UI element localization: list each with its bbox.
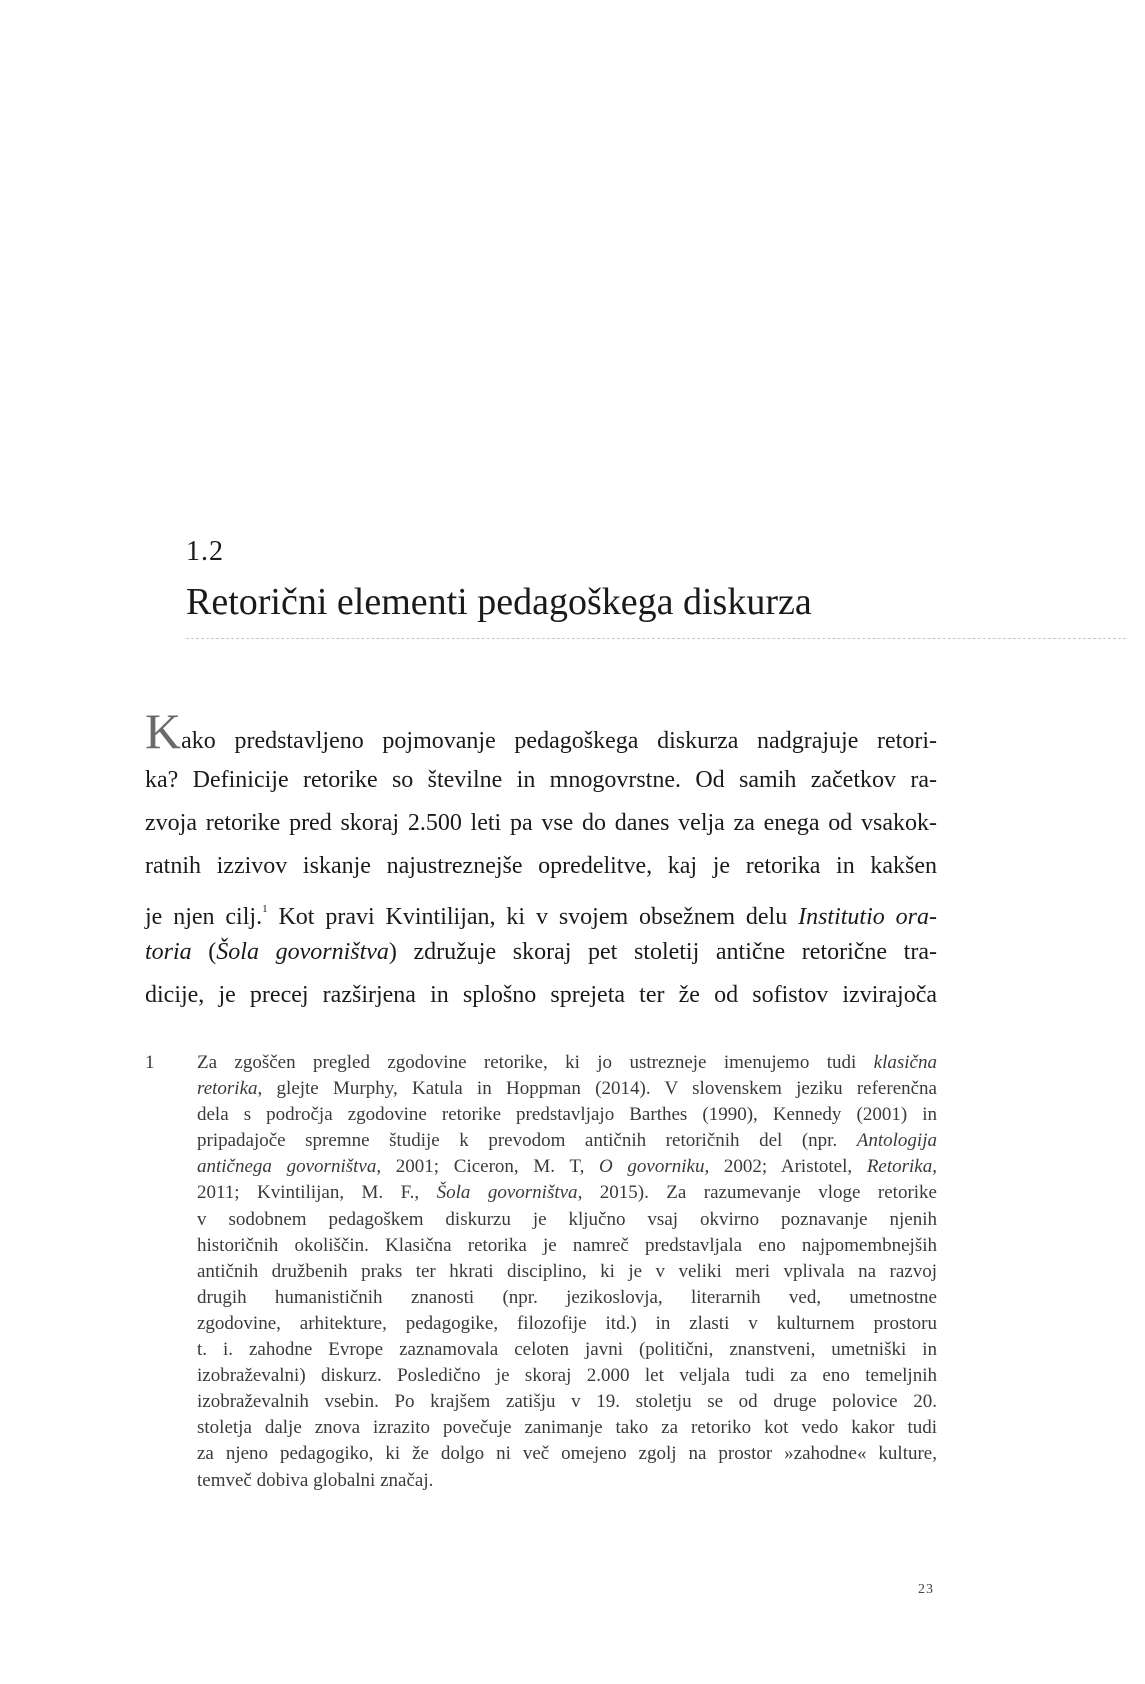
fn-italic: O govorniku, xyxy=(599,1156,710,1178)
body-line-text: Kot pravi Kvintilijan, ki v svojem obsežnem delu xyxy=(267,904,799,930)
fn-text: , glejte Murphy, Katula in Hoppman (2014). V slovenskem jeziku referenčna xyxy=(257,1078,937,1100)
body-line-text: dicije, je precej razširjena in splošno sprejeta ter že od sofistov izvirajoča xyxy=(145,982,937,1008)
fn-text: 2011; Kvintilijan, M. F., xyxy=(197,1182,437,1204)
title-divider xyxy=(186,638,1126,639)
fn-text: , xyxy=(932,1156,937,1178)
footnote-line xyxy=(197,1154,937,1180)
fn-text: , 2001; Ciceron, M. T, xyxy=(376,1156,600,1178)
fn-text: 2002; Aristotel, xyxy=(709,1156,867,1178)
footnote-line xyxy=(197,1050,937,1076)
footnote-line: t. i. zahodne Evrope zaznamovala celoten javni (politični, znanstveni, umetniški in xyxy=(197,1339,937,1361)
fn-italic: retorika xyxy=(197,1078,258,1100)
footnote-line: stoletja dalje znova izrazito povečuje zanimanje tako za retoriko kot vedo kakor tudi xyxy=(197,1417,937,1439)
italic-title: Šola govorništva xyxy=(216,939,389,965)
footnote-line: temveč dobiva globalni značaj. xyxy=(197,1469,434,1491)
footnote-ref[interactable]: 1 xyxy=(262,903,268,915)
body-line xyxy=(145,845,937,888)
fn-italic: Antologija xyxy=(856,1130,937,1152)
footnote-line: za njeno pedagogiko, ki že dolgo ni več omejeno zgolj na prostor »zahodne« kulture, xyxy=(197,1443,937,1465)
footnote-line: zgodovine, arhitekture, pedagogike, filozofije itd.) in zlasti v kulturnem prostoru xyxy=(197,1312,937,1334)
body-line-text: ako predstavljeno pojmovanje pedagoškega diskurza nadgrajuje retori- xyxy=(181,728,937,754)
footnote-line: dela s področja zgodovine retorike predstavljajo Barthes (1990), Kennedy (2001) in xyxy=(197,1104,937,1126)
footnote-body xyxy=(197,1050,937,1494)
footnote-line xyxy=(197,1076,937,1102)
body-line xyxy=(145,974,937,1017)
italic-title: Institutio ora- xyxy=(798,904,937,930)
body-line-text: ( xyxy=(191,939,217,965)
body-line-text: ) združuje skoraj pet stoletij antične retorične tra- xyxy=(388,939,937,965)
body-line xyxy=(145,703,937,759)
body-line xyxy=(145,759,937,802)
italic-title: toria xyxy=(145,939,192,965)
body-line-text: ka? Definicije retorike so številne in mnogovrstne. Od samih začetkov ra- xyxy=(145,767,937,793)
body-line-text: ratnih izzivov iskanje najustreznejše opredelitve, kaj je retorika in kakšen xyxy=(145,853,937,879)
footnote-line xyxy=(197,1180,937,1206)
body-line xyxy=(145,888,937,931)
fn-text: pripadajoče spremne študije k prevodom antičnih retoričnih del (npr. xyxy=(197,1130,857,1152)
section-number: 1.2 xyxy=(186,536,224,567)
body-line xyxy=(145,931,937,974)
footnote-line xyxy=(197,1128,937,1154)
footnote-line: izobraževalni) diskurz. Posledično je skoraj 2.000 let veljala tudi za eno temeljnih xyxy=(197,1365,937,1387)
footnote-number: 1 xyxy=(145,1052,155,1073)
footnote-line: v sodobnem pedagoškem diskurzu je ključno vsaj okvirno poznavanje njenih xyxy=(197,1208,937,1230)
footnote-line: antičnih družbenih praks ter hkrati disciplino, ki je v veliki meri vplivala na razvoj xyxy=(197,1260,937,1282)
fn-text: Za zgoščen pregled zgodovine retorike, ki jo ustrezneje imenujemo tudi xyxy=(197,1052,874,1073)
fn-italic: Retorika xyxy=(866,1156,933,1178)
body-paragraph xyxy=(145,703,937,1017)
page-number: 23 xyxy=(918,1582,934,1597)
body-line-text: je njen cilj. xyxy=(145,904,263,930)
fn-text: , 2015). Za razumevanje vloge retorike xyxy=(577,1182,937,1204)
footnote-line: drugih humanističnih znanosti (npr. jezikoslovja, literarnih ved, umetnostne xyxy=(197,1286,937,1308)
fn-italic: antičnega govorništva xyxy=(197,1156,377,1178)
section-title: Retorični elementi pedagoškega diskurza xyxy=(186,581,812,623)
body-line xyxy=(145,802,937,845)
fn-italic: Šola govorništva xyxy=(436,1182,578,1204)
fn-italic: klasična xyxy=(873,1052,937,1073)
footnote-line: izobraževalnih vsebin. Po krajšem zatišju v 19. stoletju se od druge polovice 20. xyxy=(197,1391,937,1413)
drop-cap: K xyxy=(145,703,182,759)
body-line-text: zvoja retorike pred skoraj 2.500 leti pa vse do danes velja za enega od vsakok- xyxy=(145,810,937,836)
footnote-line: historičnih okoliščin. Klasična retorika je namreč predstavljala eno najpomembnejših xyxy=(197,1234,937,1256)
